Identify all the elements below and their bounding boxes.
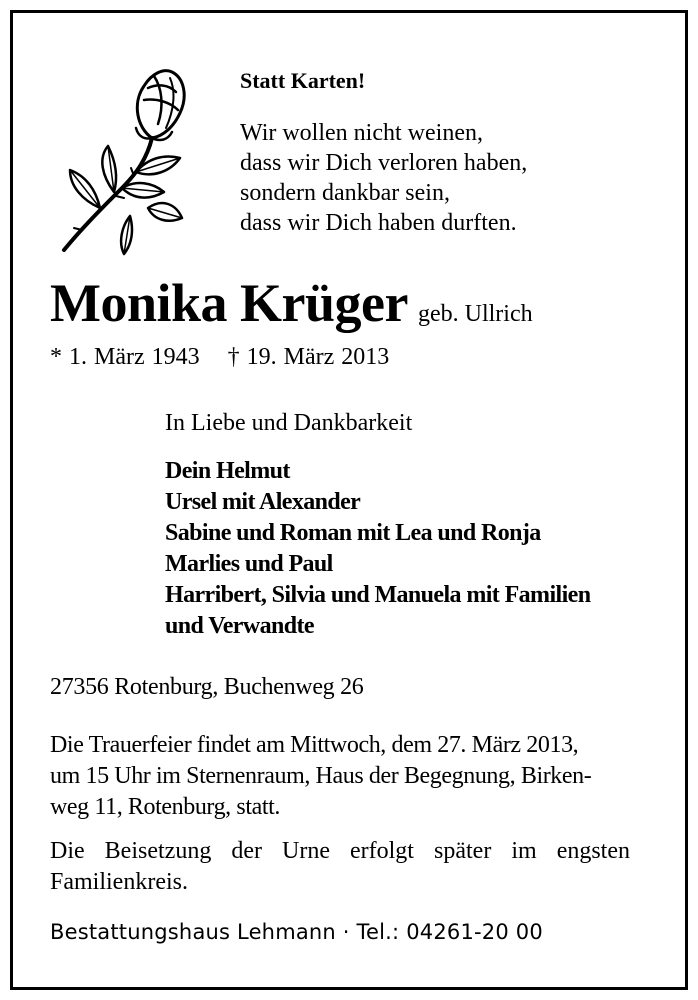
- burial-line: [50, 836, 630, 867]
- burial-word: erfolgt: [350, 838, 414, 864]
- verse-line: Wir wollen nicht weinen,: [240, 120, 483, 146]
- burial-word: Die: [50, 838, 85, 864]
- burial-info: [50, 836, 630, 898]
- ceremony-info: [50, 730, 630, 823]
- rose-icon: [52, 58, 202, 258]
- burial-line: Familienkreis.: [50, 869, 188, 895]
- birth-date: * 1. März 1943: [50, 344, 200, 370]
- family-member: Marlies und Paul: [165, 551, 333, 577]
- family-list: [165, 456, 590, 642]
- burial-word: engsten: [556, 838, 630, 864]
- verse-line: sondern dankbar sein,: [240, 180, 450, 206]
- funeral-home-footer: Bestattungshaus Lehmann · Tel.: 04261-20 00: [50, 920, 543, 944]
- burial-word: später: [434, 838, 492, 864]
- name-line: [50, 272, 533, 334]
- family-member: Harribert, Silvia und Manuela mit Familien: [165, 582, 591, 608]
- ceremony-line: um 15 Uhr im Sternenraum, Haus der Begegnung, Birken-: [50, 763, 592, 789]
- verse: [240, 118, 527, 238]
- family-member: Ursel mit Alexander: [165, 489, 361, 515]
- burial-word: Urne: [282, 838, 330, 864]
- family-member: Dein Helmut: [165, 458, 290, 484]
- deceased-name: Monika Krüger: [50, 273, 408, 333]
- address: 27356 Rotenburg, Buchenweg 26: [50, 674, 364, 700]
- life-dates: [50, 344, 389, 371]
- verse-line: dass wir Dich haben durften.: [240, 210, 517, 236]
- family-member: und Verwandte: [165, 613, 314, 639]
- maiden-name: geb. Ullrich: [417, 301, 533, 327]
- ceremony-line: weg 11, Rotenburg, statt.: [50, 794, 280, 820]
- love-line: In Liebe und Dankbarkeit: [165, 410, 413, 436]
- death-date: † 19. März 2013: [227, 344, 390, 370]
- heading: Statt Karten!: [240, 68, 366, 93]
- burial-word: Beisetzung: [104, 838, 212, 864]
- burial-word: im: [511, 838, 537, 864]
- burial-word: der: [231, 838, 262, 864]
- ceremony-line: Die Trauerfeier findet am Mittwoch, dem 27. März 2013,: [50, 732, 579, 758]
- verse-line: dass wir Dich verloren haben,: [240, 150, 528, 176]
- family-member: Sabine und Roman mit Lea und Ronja: [165, 520, 541, 546]
